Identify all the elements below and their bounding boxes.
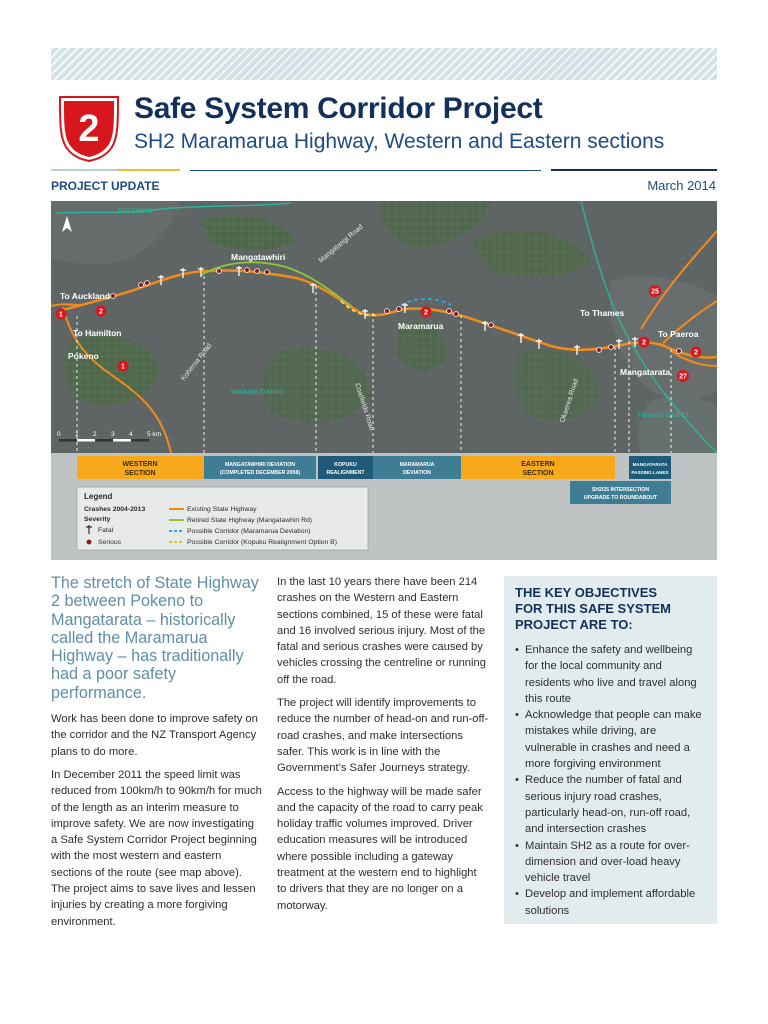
svg-text:PASSING LANES: PASSING LANES [631,470,669,475]
svg-text:1: 1 [59,311,63,319]
svg-text:(COMPLETED DECEMBER 2008): (COMPLETED DECEMBER 2008) [219,470,301,476]
label-pokeno: Pokeno [68,351,99,361]
header-rule-gray [51,169,117,171]
page-subtitle: SH2 Maramarua Highway, Western and Eastern sections [134,130,665,153]
label-to-auckland: To Auckland [60,291,111,301]
serious-crash-marker [609,345,614,350]
details-paragraph-1: In the last 10 years there have been 214 crashes on the Western and Eastern sections combined, 15 of these were fatal and 16 involved serious injury. Most of the fatal and serious crashes were caused by vehicles crossing the centreline or running off the road. [277,576,486,686]
serious-crash-marker [489,323,494,328]
serious-crash-marker [255,269,260,274]
svg-text:SECTION: SECTION [522,470,554,477]
serious-crash-marker [447,309,452,314]
section-mangatarata-passing-lanes [629,456,671,479]
update-date: March 2014 [647,178,716,193]
route-shield-icon [639,337,650,348]
project-update-label: PROJECT UPDATE [51,179,160,193]
section-eastern [461,456,615,479]
details-paragraph-3: Access to the highway will be made safer and the capacity of the road to carry peak holiday traffic volumes improved. Driver education measures will be introduced where possible including a gateway treatment at the western end to highlight to drivers that they are no longer on a motorway. [277,785,483,912]
svg-text:SH2/25 INTERSECTION: SH2/25 INTERSECTION [591,487,650,493]
column-intro [51,574,263,937]
state-highway-shield-icon [54,93,124,163]
route-shield-icon [56,309,67,320]
column-details [277,574,489,921]
section-mangatawhiri-deviation [204,456,316,479]
serious-crash-marker [385,309,390,314]
label-koheroa-road: Koheroa Road [180,342,214,383]
legend-retired: Retired State Highway (Mangatawhiri Rd) [187,517,313,524]
svg-text:3: 3 [111,431,115,438]
svg-text:1: 1 [121,363,125,371]
label-mangatawhiri: Mangatawhiri [231,252,286,262]
serious-crash-marker [677,349,682,354]
section-western [77,456,204,479]
legend-fatal: Fatal [98,527,114,534]
serious-crash-marker [245,268,250,273]
svg-text:MARAMARUA: MARAMARUA [399,462,435,468]
objective-item: • Enhance the safety and wellbeing for the local community and residents who live and travel along this route [515,642,707,707]
intro-paragraph-2: In December 2011 the speed limit was reduced from 100km/h to 90km/h for much of the length as an interim measure to improve safety. We are now investigating a Safe System Corridor Project beginning with the most western and eastern sections of the route (see map above). The project aims to save lives and lessen injuries by creating a more forgiving environment. [51,768,262,928]
svg-text:DEVIATION: DEVIATION [403,470,431,476]
label-hauraki-district: Hauraki District [638,410,689,419]
svg-text:SECTION: SECTION [124,470,156,477]
route-shield-icon [677,370,689,382]
serious-crash-marker [454,312,459,317]
label-mangatarata: Mangatarata [620,367,671,377]
legend-crashes: Crashes 2004-2013 [84,506,146,513]
label-mangatangi-road: Mangatangi Road [317,223,365,265]
svg-text:4: 4 [129,431,133,438]
label-to-hamilton: To Hamilton [73,328,122,338]
svg-text:2: 2 [99,308,103,316]
route-shield-icon [96,306,107,317]
route-shield-icon [649,285,661,297]
svg-text:KOPUKU: KOPUKU [334,462,357,468]
map-terrain [51,201,717,453]
objectives-title: THE KEY OBJECTIVES FOR THIS SAFE SYSTEM PROJECT ARE TO: [515,585,672,632]
serious-crash-marker [145,281,150,286]
svg-text:MANGATARATA: MANGATARATA [632,462,668,467]
route-shield-icon [118,361,129,372]
label-coalfields-road: Coalfields Road [353,382,376,432]
serious-crash-marker [111,294,116,299]
header-rule-yellow [117,169,180,171]
legend-existing: Existing State Highway [187,506,257,513]
label-to-paeroa: To Paeroa [658,329,699,339]
details-paragraph-2: The project will identify improvements to reduce the number of head-on and run-off-road crashes, and make intersections safer. This work is in line with the Government’s Safer Journeys strategy. [277,697,489,775]
section-maramarua-deviation [373,456,461,479]
objective-item: • Maintain SH2 as a route for over-dimension and over-load heavy vehicle travel [515,838,707,887]
shield-number: 2 [78,108,100,150]
label-maramarua: Maramarua [398,321,444,331]
serious-crash-marker [597,348,602,353]
svg-text:EASTERN: EASTERN [521,461,555,468]
map-legend [77,487,368,550]
label-okaerea-road: Okaerea Road [559,378,580,424]
objectives-list [515,642,707,919]
svg-text:2: 2 [424,309,428,317]
legend-possible-maramarua: Possible Corridor (Maramarua Deviation) [187,528,311,535]
serious-crash-marker [217,269,222,274]
label-auckland-region: Auckland [117,205,152,215]
page-title: Safe System Corridor Project [134,92,543,125]
serious-legend-icon [87,540,92,545]
svg-text:25: 25 [651,288,659,296]
serious-crash-marker [397,307,402,312]
route-shield-icon [691,347,702,358]
svg-text:2: 2 [694,349,698,357]
svg-text:2: 2 [93,431,97,438]
svg-text:5 km: 5 km [147,431,162,438]
intro-paragraph-1: Work has been done to improve safety on the corridor and the NZ Transport Agency plans to do more. [51,713,258,758]
svg-text:UPGRADE TO ROUNDABOUT: UPGRADE TO ROUNDABOUT [583,495,658,501]
legend-serious: Serious [98,539,122,546]
svg-text:0: 0 [57,431,61,438]
route-shield-icon [421,307,432,318]
legend-possible-kopuku: Possible Corridor (Kopuku Realignment Option B) [187,539,337,546]
header-rule-blue [190,170,541,171]
svg-text:1: 1 [75,431,79,438]
legend-severity: Severity [84,516,111,523]
section-sh25-intersection [570,481,671,504]
svg-text:REALIGNMENT: REALIGNMENT [326,470,365,476]
label-to-thames: To Thames [580,308,625,318]
header-pattern-band [51,48,717,80]
label-waikato-district: Waikato District [231,387,283,396]
lead-paragraph: The stretch of State Highway 2 between Pokeno to Mangatarata – historically called the Maramarua Highway – has traditionally had a poor safety performance. [51,574,259,702]
legend-title: Legend [84,492,113,501]
corridor-map [51,201,717,560]
serious-crash-marker [139,283,144,288]
objective-item: • Acknowledge that people can make mistakes while driving, are vulnerable in crashes and need a more forgiving environment [515,707,707,772]
key-objectives-box [504,576,717,924]
section-kopuku-realignment [318,456,373,479]
svg-text:WESTERN: WESTERN [122,461,158,468]
svg-text:27: 27 [679,373,687,381]
header-rule-navy [551,169,717,171]
objective-item: • Reduce the number of fatal and serious injury road crashes, particularly head-on, run-off road, and intersection crashes [515,772,707,837]
svg-text:2: 2 [642,339,646,347]
serious-crash-marker [265,270,270,275]
svg-text:MANGATAWHIRI DEVIATION: MANGATAWHIRI DEVIATION [224,462,296,468]
objective-item: • Develop and implement affordable solutions [515,886,707,919]
